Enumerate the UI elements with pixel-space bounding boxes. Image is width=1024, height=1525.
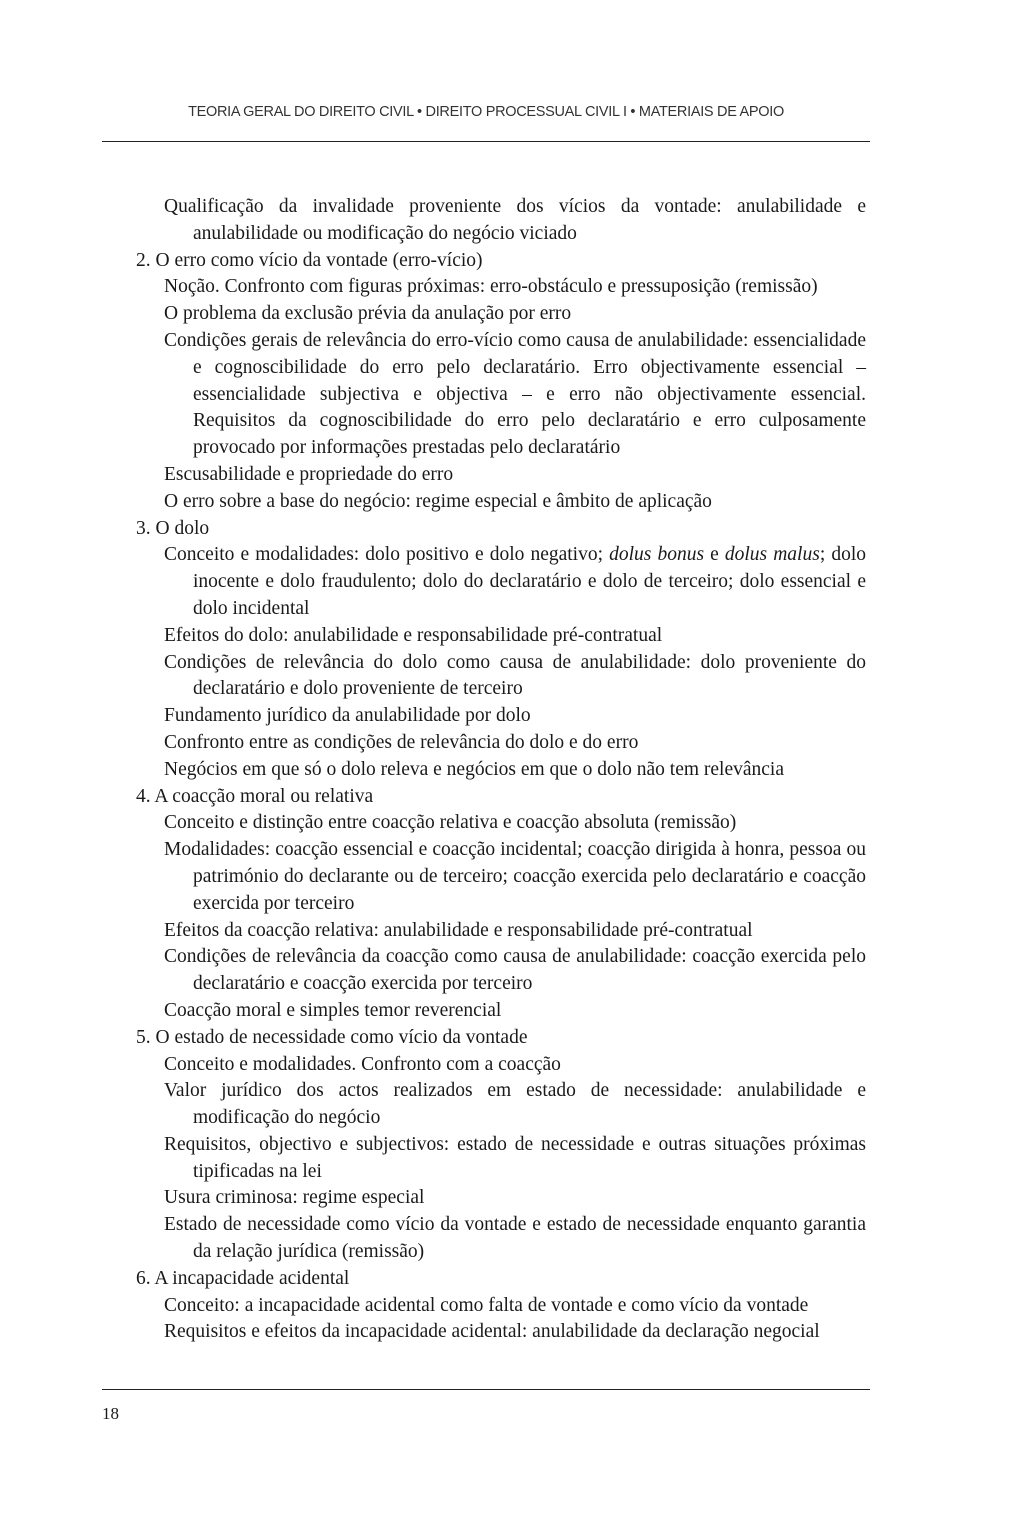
list-item: Condições gerais de relevância do erro-vício como causa de anulabilidade: essencialidade e cognoscibilidade do erro pelo declaratário. Erro objectivamente essencial – essencialidade subjectiva e objectiva – e erro não objectivamente essencial. Requisitos da cognoscibilidade do erro pelo declaratário e erro culposamente provocado por informações prestadas pelo declaratário <box>164 329 866 459</box>
list-item: Fundamento jurídico da anulabilidade por dolo <box>164 705 531 727</box>
list-item: Confronto entre as condições de relevância do dolo e do erro <box>164 731 639 753</box>
list-item: Requisitos, objectivo e subjectivos: estado de necessidade e outras situações próximas tipificadas na lei <box>164 1133 866 1182</box>
section-heading: 4. A coacção moral ou relativa <box>136 785 374 807</box>
list-item: Efeitos da coacção relativa: anulabilidade e responsabilidade pré-contratual <box>164 919 753 941</box>
list-item: Coacção moral e simples temor reverencial <box>164 999 502 1021</box>
list-item: Noção. Confronto com figuras próximas: erro-obstáculo e pressuposição (remissão) <box>164 276 818 298</box>
list-item <box>136 542 866 622</box>
list-item: Negócios em que só o dolo releva e negócios em que o dolo não tem relevância <box>164 758 785 780</box>
italic-term: dolus bonus <box>609 544 705 566</box>
list-item: Condições de relevância da coacção como causa de anulabilidade: coacção exercida pelo declaratário e coacção exercida por terceiro <box>164 946 866 995</box>
list-item: Usura criminosa: regime especial <box>164 1187 425 1209</box>
text-run: Conceito e modalidades: dolo positivo e dolo negativo; <box>164 544 610 566</box>
list-item: Efeitos do dolo: anulabilidade e responsabilidade pré-contratual <box>164 624 663 646</box>
text-run: ; dolo inocente e dolo fraudulento; dolo do declaratário e dolo de terceiro; dolo essencial e dolo incidental <box>193 544 866 619</box>
list-item: Escusabilidade e propriedade do erro <box>164 463 454 485</box>
footer-rule <box>102 1389 870 1390</box>
section-heading: 3. O dolo <box>136 517 210 539</box>
section-heading: 2. O erro como vício da vontade (erro-vício) <box>136 249 483 271</box>
header-rule <box>102 141 870 142</box>
list-item: Requisitos e efeitos da incapacidade acidental: anulabilidade da declaração negocial <box>164 1321 820 1343</box>
list-item: Condições de relevância do dolo como causa de anulabilidade: dolo proveniente do declaratário e dolo proveniente de terceiro <box>164 651 866 700</box>
page-body <box>136 194 866 1346</box>
italic-term: dolus malus <box>724 544 820 566</box>
list-item: Modalidades: coacção essencial e coacção incidental; coacção dirigida à honra, pessoa ou património do declarante ou de terceiro; coacção exercida pelo declaratário e coacção exercida por terceiro <box>164 839 866 914</box>
list-item: Valor jurídico dos actos realizados em estado de necessidade: anulabilidade e modificação do negócio <box>164 1080 866 1129</box>
running-header: TEORIA GERAL DO DIREITO CIVIL • DIREITO PROCESSUAL CIVIL I • MATERIAIS DE APOIO <box>188 104 784 120</box>
list-item: Conceito e distinção entre coacção relativa e coacção absoluta (remissão) <box>164 812 737 834</box>
list-item: O erro sobre a base do negócio: regime especial e âmbito de aplicação <box>164 490 712 512</box>
list-item: Qualificação da invalidade proveniente dos vícios da vontade: anulabilidade e anulabilidade ou modificação do negócio viciado <box>164 196 866 244</box>
text-run: e <box>704 544 725 566</box>
list-item: Conceito: a incapacidade acidental como falta de vontade e como vício da vontade <box>164 1294 809 1316</box>
list-item: Conceito e modalidades. Confronto com a coacção <box>164 1053 561 1075</box>
page-number: 18 <box>102 1404 119 1423</box>
list-item: O problema da exclusão prévia da anulação por erro <box>164 303 572 325</box>
section-heading: 6. A incapacidade acidental <box>136 1267 350 1289</box>
list-item: Estado de necessidade como vício da vontade e estado de necessidade enquanto garantia da relação jurídica (remissão) <box>164 1214 866 1263</box>
section-heading: 5. O estado de necessidade como vício da vontade <box>136 1026 528 1048</box>
